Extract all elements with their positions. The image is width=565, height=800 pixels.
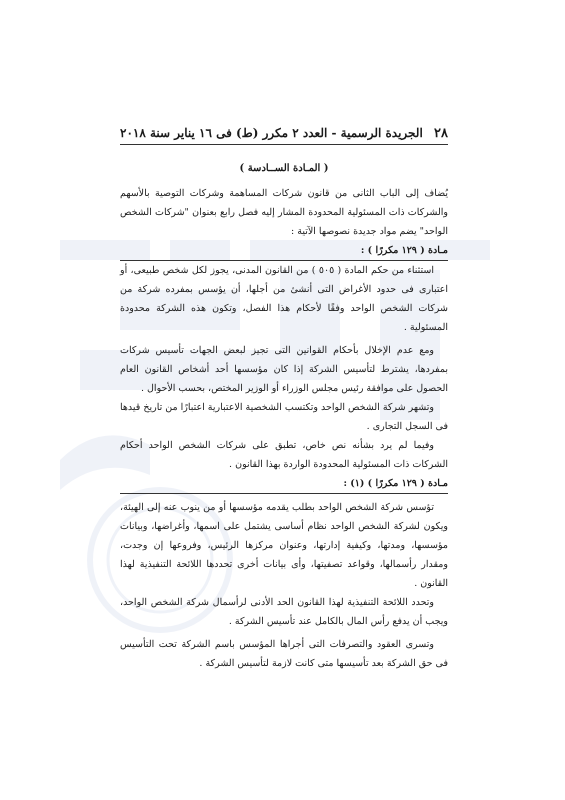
- article-heading-129-bis-1: مـادة ( ١٢٩ مكررًا ) (١) :: [120, 474, 448, 494]
- paragraph: استثناء من حكم المادة ( ٥٠٥ ) من القانون المدنى، يجوز لكل شخص طبيعى، أو اعتبارى فى حدود الأغراض التى أنشئ من أجلها، أن يؤسس بمفرده شركة من شركات الشخص الواحد وفقًا لأحكام هذا الفصل، وتكون هذه الشركة محدودة المسئولية .: [120, 265, 448, 333]
- paragraph: وفيما لم يرد بشأنه نص خاص، تطبق على شركات الشخص الواحد أحكام الشركات ذات المسئولية المحدودة الواردة بهذا القانون .: [120, 440, 448, 470]
- article-heading-129-bis: مـادة ( ١٢٩ مكررًا ) :: [120, 241, 448, 261]
- paragraph-intro: يُضاف إلى الباب الثانى من قانون شركات المساهمة وشركات التوصية بالأسهم والشركات ذات المسئولية المحدودة المشار إليه فصل رابع بعنوان "شركات الشخص الواحد" يضم مواد جديدة نصوصها الآتية :: [120, 188, 448, 237]
- page-number: ٢٨: [434, 126, 448, 141]
- gazette-header-line: الجريدة الرسمية - العدد ٢ مكرر (ط) فى ١٦ يناير سنة ٢٠١٨: [120, 126, 423, 140]
- document-page: [120, 126, 448, 673]
- page-header: [120, 126, 448, 145]
- paragraph: تؤسس شركة الشخص الواحد بطلب يقدمه مؤسسها أو من ينوب عنه إلى الهيئة، ويكون لشركة الشخص الواحد نظام أساسى يشتمل على اسمها، وأغراضها، وبيانات مؤسسها، ومدتها، وكيفية إدارتها، وعنوان مركزها الرئيس، وفروعها إن وجدت، ومقدار رأسمالها، وقواعد تصفيتها، وأى بيانات أخرى تحددها اللائحة التنفيذية لهذا القانون .: [120, 502, 448, 589]
- paragraph: وتسرى العقود والتصرفات التى أجراها المؤسس باسم الشركة تحت التأسيس فى حق الشركة بعد تأسيسها متى كانت لازمة لتأسيس الشركة .: [120, 639, 448, 669]
- paragraph: وتحدد اللائحة التنفيذية لهذا القانون الحد الأدنى لرأسمال شركة الشخص الواحد، ويجب أن يدفع رأس المال بالكامل عند تأسيس الشركة .: [120, 597, 448, 627]
- paragraph: ومع عدم الإخلال بأحكام القوانين التى تجيز لبعض الجهات تأسيس شركات بمفردها، يشترط لتأسيس الشركة إذا كان مؤسسها أحد أشخاص القانون العام الحصول على موافقة رئيس مجلس الوزراء أو الوزير المختص، بحسب الأحوال .: [120, 345, 448, 394]
- article-title: ( المـادة الســادسة ): [239, 163, 329, 174]
- paragraph: وتشهر شركة الشخص الواحد وتكتسب الشخصية الاعتبارية اعتبارًا من تاريخ قيدها فى السجل التجارى .: [120, 402, 448, 432]
